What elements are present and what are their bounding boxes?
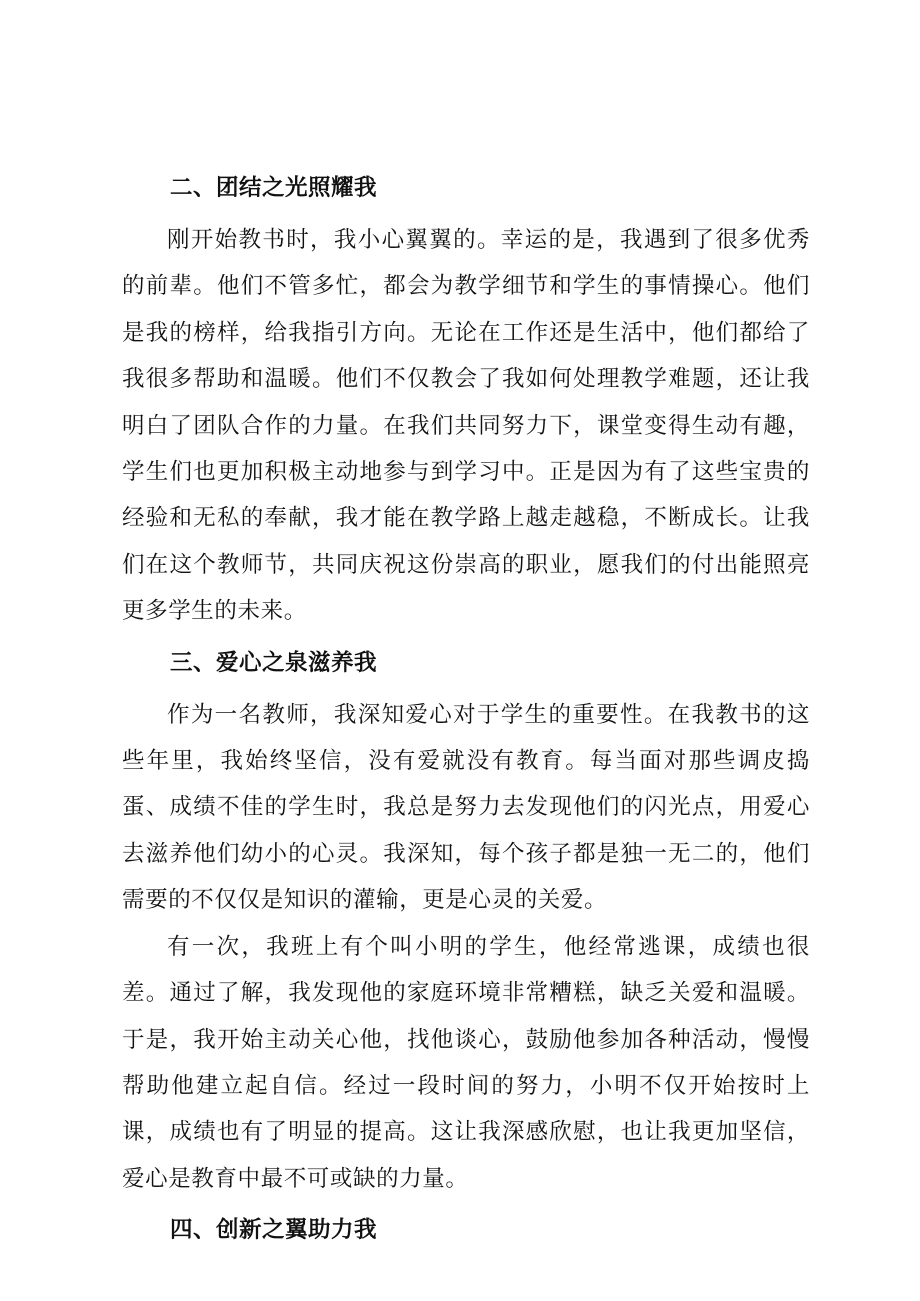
document-body (122, 160, 810, 1259)
paragraph-unity-1: 刚开始教书时，我小心翼翼的。幸运的是，我遇到了很多优秀的前辈。他们不管多忙，都会为教学细节和学生的事情操心。他们是我的榜样，给我指引方向。无论在工作还是生活中，他们都给了我很多帮助和温暖。他们不仅教会了我如何处理教学难题，还让我明白了团队合作的力量。在我们共同努力下，课堂变得生动有趣，学生们也更加积极主动地参与到学习中。正是因为有了这些宝贵的经验和无私的奉献，我才能在教学路上越走越稳，不断成长。让我们在这个教师节，共同庆祝这份崇高的职业，愿我们的付出能照亮更多学生的未来。 (122, 227, 810, 625)
section-heading-innovation: 四、创新之翼助力我 (170, 1217, 378, 1244)
section-heading-love: 三、爱心之泉滋养我 (170, 649, 378, 676)
paragraph-love-2: 有一次，我班上有个叫小明的学生，他经常逃课，成绩也很差。通过了解，我发现他的家庭环境非常糟糕，缺乏关爱和温暖。于是，我开始主动关心他，找他谈心，鼓励他参加各种活动，慢慢帮助他建立起自信。经过一段时间的努力，小明不仅开始按时上课，成绩也有了明显的提高。这让我深感欣慰，也让我更加坚信，爱心是教育中最不可或缺的力量。 (122, 933, 810, 1192)
paragraph-love-1: 作为一名教师，我深知爱心对于学生的重要性。在我教书的这些年里，我始终坚信，没有爱就没有教育。每当面对那些调皮捣蛋、成绩不佳的学生时，我总是努力去发现他们的闪光点，用爱心去滋养他们幼小的心灵。我深知，每个孩子都是独一无二的，他们需要的不仅仅是知识的灌输，更是心灵的关爱。 (122, 701, 810, 914)
section-heading-unity: 二、团结之光照耀我 (170, 175, 378, 201)
